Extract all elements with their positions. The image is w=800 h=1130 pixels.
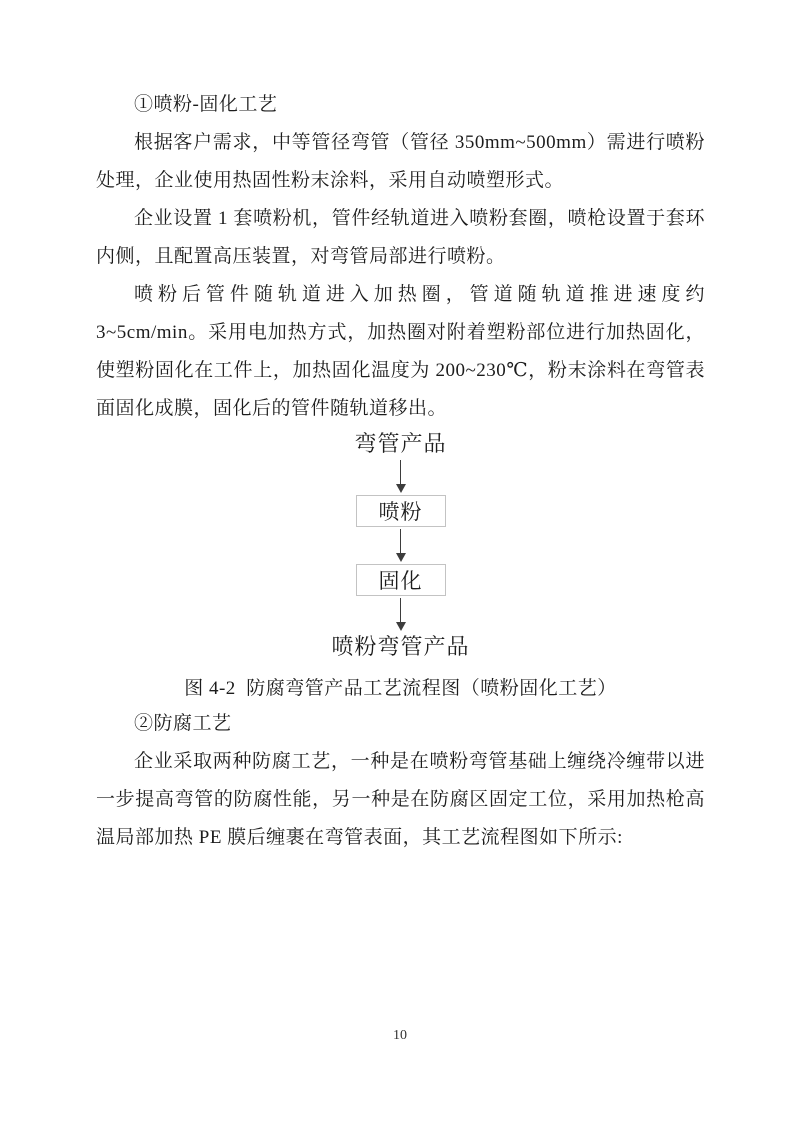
flowchart-step-box-penfen: 喷粉: [356, 495, 446, 527]
down-arrow-icon: [396, 596, 406, 633]
page-number: 10: [393, 1028, 407, 1043]
section1-paragraph-2: 企业设置 1 套喷粉机，管件经轨道进入喷粉套圈，喷枪设置于套环内侧，且配置高压装置，对弯管局部进行喷粉。: [96, 208, 705, 267]
arrow-head: [396, 484, 406, 493]
section2-heading: ②防腐工艺: [134, 713, 232, 734]
arrow-head: [396, 553, 406, 562]
section1-paragraph-3: 喷粉后管件随轨道进入加热圈，管道随轨道推进速度约 3~5cm/min。采用电加热方式，加热圈对附着塑粉部位进行加热固化，使塑粉固化在工件上，加热固化温度为 200~230℃，粉末涂料在弯管表面固化成膜，固化后的管件随轨道移出。: [96, 284, 705, 419]
down-arrow-icon: [396, 527, 406, 564]
section1-heading: ①喷粉-固化工艺: [134, 94, 278, 115]
down-arrow-icon: [396, 458, 406, 495]
flowchart-start-label: 弯管产品: [354, 431, 447, 456]
section2-paragraph-1: 企业采取两种防腐工艺，一种是在喷粉弯管基础上缠绕冷缠带以进一步提高弯管的防腐性能，另一种是在防腐区固定工位，采用加热枪高温局部加热 PE 膜后缠裹在弯管表面，其工艺流程图如下所示:: [96, 751, 705, 848]
flowchart-end-label: 喷粉弯管产品: [331, 634, 470, 659]
arrow-line: [400, 460, 401, 484]
flowchart-step-box-guhua: 固化: [356, 564, 446, 596]
process-flowchart: [96, 430, 705, 661]
arrow-line: [400, 598, 401, 622]
arrow-line: [400, 529, 401, 553]
figure-caption: 图 4-2 防腐弯管产品工艺流程图（喷粉固化工艺）: [184, 678, 617, 699]
arrow-head: [396, 622, 406, 631]
section1-paragraph-1: 根据客户需求，中等管径弯管（管径 350mm~500mm）需进行喷粉处理，企业使用热固性粉末涂料，采用自动喷塑形式。: [96, 132, 705, 191]
